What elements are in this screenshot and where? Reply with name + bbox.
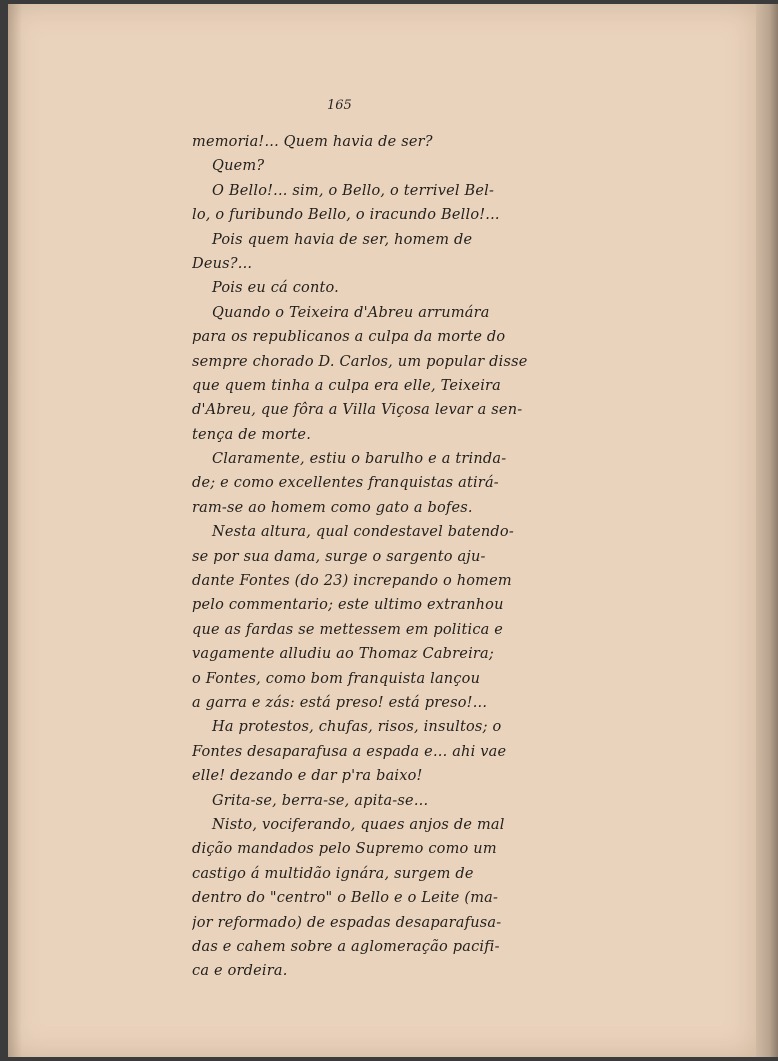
- manuscript-line: dante Fontes (do 23) increpando o homem: [192, 573, 512, 590]
- manuscript-line: castigo á multidão ignára, surgem de: [192, 865, 474, 882]
- manuscript-line: memoria!... Quem havia de ser?: [192, 134, 433, 150]
- manuscript-line: jor reformado) de espadas desaparafusa-: [192, 914, 502, 931]
- manuscript-line: dentro do "centro" o Bello e o Leite (ma-: [192, 890, 499, 907]
- manuscript-line: Pois quem havia de ser, homem de: [212, 231, 473, 248]
- manuscript-line: ca e ordeira.: [192, 963, 288, 980]
- page-number: 165: [327, 98, 352, 113]
- manuscript-line: sempre chorado D. Carlos, um popular disse: [192, 353, 528, 370]
- manuscript-line: ram-se ao homem como gato a bofes.: [192, 499, 473, 516]
- manuscript-line: lo, o furibundo Bello, o iracundo Bello!...: [192, 207, 500, 224]
- manuscript-line: tença de morte.: [192, 426, 312, 443]
- manuscript-line: das e cahem sobre a aglomeração pacifi-: [192, 938, 500, 955]
- manuscript-line: Nisto, vociferando, quaes anjos de mal: [212, 816, 505, 833]
- manuscript-line: o Fontes, como bom franquista lançou: [192, 670, 481, 687]
- manuscript-line: a garra e zás: está preso! está preso!...: [192, 694, 488, 711]
- manuscript-line: de; e como excellentes franquistas atirá-: [192, 475, 499, 492]
- page-edge: [756, 4, 778, 1057]
- manuscript-line: Deus?...: [192, 255, 253, 272]
- handwritten-text-block: [192, 130, 612, 984]
- manuscript-line: que quem tinha a culpa era elle, Teixeira: [192, 377, 502, 394]
- manuscript-line: vagamente alludiu ao Thomaz Cabreira;: [192, 646, 494, 663]
- manuscript-line: Grita-se, berra-se, apita-se...: [212, 792, 429, 809]
- manuscript-line: Fontes desaparafusa a espada e... ahi vae: [192, 743, 507, 760]
- manuscript-line: Claramente, estiu o barulho e a trinda-: [212, 451, 507, 468]
- manuscript-line: Quando o Teixeira d'Abreu arrumára: [212, 304, 490, 321]
- manuscript-line: d'Abreu, que fôra a Villa Viçosa levar a sen-: [192, 402, 523, 419]
- manuscript-line: se por sua dama, surge o sargento aju-: [192, 548, 486, 565]
- manuscript-line: Ha protestos, chufas, risos, insultos; o: [212, 719, 502, 736]
- manuscript-line: O Bello!... sim, o Bello, o terrivel Bel-: [212, 182, 495, 199]
- manuscript-line: dição mandados pelo Supremo como um: [192, 841, 497, 858]
- binding-shadow: [8, 4, 22, 1057]
- manuscript-line: elle! dezando e dar p'ra baixo!: [192, 768, 423, 785]
- manuscript-line: Pois eu cá conto.: [212, 280, 339, 297]
- manuscript-line: pelo commentario; este ultimo extranhou: [192, 597, 504, 614]
- manuscript-line: que as fardas se mettessem em politica e: [192, 621, 504, 638]
- manuscript-line: Quem?: [212, 158, 265, 175]
- manuscript-line: para os republicanos a culpa da morte do: [192, 329, 506, 346]
- manuscript-line: Nesta altura, qual condestavel batendo-: [212, 524, 514, 541]
